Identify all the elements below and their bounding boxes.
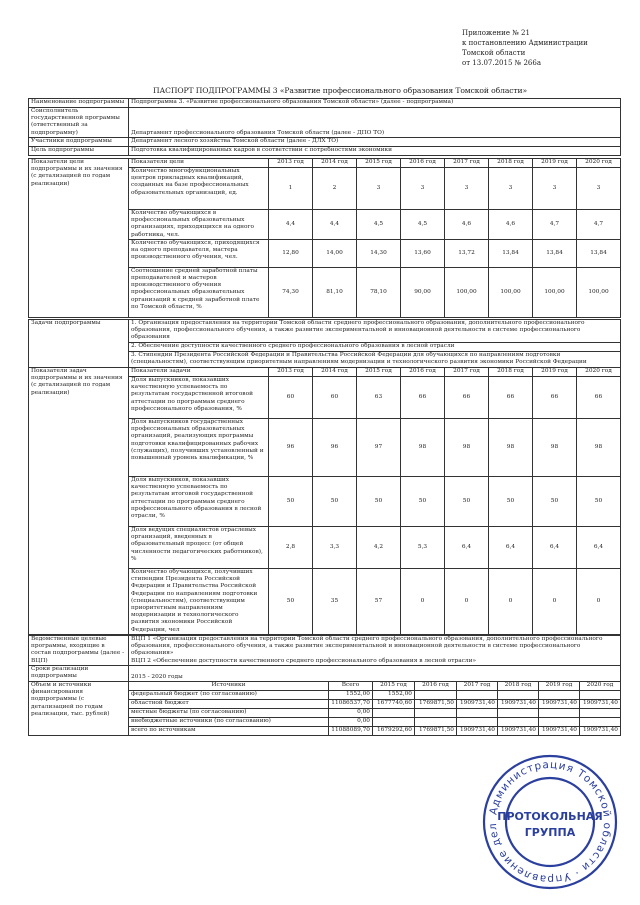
indicator-value: 96 xyxy=(269,419,313,477)
amount xyxy=(539,691,580,700)
year-header: 2016 год xyxy=(401,159,445,168)
indicator-value: 2 xyxy=(313,168,357,210)
indicator-value: 35 xyxy=(313,569,357,635)
amount: 1552,00 xyxy=(329,691,373,700)
indicator-value: 98 xyxy=(401,419,445,477)
amount: 1679292,60 xyxy=(373,727,415,736)
task-indicators-table xyxy=(28,367,621,635)
header-line-2: к постановлению Администрации xyxy=(462,39,588,47)
indicator-value: 5,3 xyxy=(401,527,445,569)
indicator-value: 13,84 xyxy=(533,239,577,267)
indicator-value: 50 xyxy=(357,477,401,527)
amount: 1909731,40 xyxy=(457,727,498,736)
year-header: 2018 год xyxy=(489,368,533,377)
vcp-items xyxy=(129,636,621,666)
amount xyxy=(457,718,498,727)
indicator-name: Доля выпускников государственных профессиональных образовательных организаций, реализующих программы подготовки квалифицированных рабочих (служащих), получивших установленный и повышенный уровень квалификации, % xyxy=(129,419,269,477)
indicator-value: 6,4 xyxy=(445,527,489,569)
year-header: 2013 год xyxy=(269,159,313,168)
amount: 1769871,50 xyxy=(415,700,457,709)
finance-label: Объем и источники финансирования подпрограммы (с детализацией по годам реализации, тыс. рублей) xyxy=(29,682,129,736)
coexec-label: Соисполнитель государственной программы (ответственный за подпрограмму) xyxy=(29,108,129,138)
task-1: 1. Организация предоставления на территории Томской области среднего профессионального образования, дополнительного профессионального образования, профессионального обучения, а также развитие экспериментальной и инновационной деятельности в системе профессионального образования xyxy=(129,320,621,343)
year-header: 2019 год xyxy=(533,159,577,168)
indicator-name: Количество многофункциональных центров прикладных квалификаций, созданных на базе профессиональных образовательных организаций, ед. xyxy=(129,168,269,210)
indicator-name: Соотношение средней заработной платы преподавателей и мастеров производственного обучения профессиональных образовательных организаций к средней заработной плате по Томской области, % xyxy=(129,267,269,317)
indicator-value: 13,84 xyxy=(489,239,533,267)
indicator-value: 50 xyxy=(445,477,489,527)
indicator-value: 3 xyxy=(357,168,401,210)
amount: 1909731,40 xyxy=(498,700,539,709)
amount xyxy=(580,718,621,727)
header-line-4: от 13.07.2015 № 266а xyxy=(462,59,541,67)
amount: 1909731,40 xyxy=(498,727,539,736)
year-header: 2017 год xyxy=(445,159,489,168)
name-label: Наименование подпрограммы xyxy=(29,99,129,108)
indicator-value: 100,00 xyxy=(533,267,577,317)
year-header: 2014 год xyxy=(313,368,357,377)
indicator-value: 98 xyxy=(445,419,489,477)
indicator-value: 98 xyxy=(577,419,621,477)
amount: 1769871,50 xyxy=(415,727,457,736)
indicator-value: 4,6 xyxy=(445,210,489,240)
finance-header: 2016 год xyxy=(415,682,457,691)
amount: 0,00 xyxy=(329,709,373,718)
indicator-value: 14,00 xyxy=(313,239,357,267)
indicator-value: 0 xyxy=(489,569,533,635)
year-header: 2013 год xyxy=(269,368,313,377)
indicator-value: 3 xyxy=(445,168,489,210)
indicator-value: 3 xyxy=(577,168,621,210)
participants-value: Департамент лесного хозяйства Томской области (далее - ДЛХ ТО) xyxy=(129,138,621,147)
goal-indicators-table xyxy=(28,158,621,318)
indicator-value: 57 xyxy=(357,569,401,635)
finance-header: Всего xyxy=(329,682,373,691)
year-header: 2014 год xyxy=(313,159,357,168)
indicator-value: 13,60 xyxy=(401,239,445,267)
goal-indicators-label: Показатели цели подпрограммы и их значения (с детализацией по годам реализации) xyxy=(29,159,129,318)
indicator-value: 98 xyxy=(489,419,533,477)
task-2: 2. Обеспечение доступности качественного среднего профессионального образования в лесной отрасли xyxy=(129,342,621,351)
official-stamp xyxy=(480,752,620,892)
indicator-value: 66 xyxy=(401,377,445,419)
vcp-table xyxy=(28,635,621,682)
indicator-value: 78,10 xyxy=(357,267,401,317)
vcp-2: ВЦП 2 «Обеспечение доступности качественного среднего профессионального образования в лесной отрасли» xyxy=(131,657,477,664)
indicator-value: 4,7 xyxy=(577,210,621,240)
term-value: 2015 - 2020 годы xyxy=(129,665,621,681)
amount xyxy=(373,718,415,727)
amount xyxy=(498,718,539,727)
indicator-value: 50 xyxy=(269,477,313,527)
amount: 1909731,40 xyxy=(539,727,580,736)
amount: 1909731,40 xyxy=(580,700,621,709)
indicator-value: 3 xyxy=(489,168,533,210)
finance-header: 2017 год xyxy=(457,682,498,691)
indicator-value: 4,6 xyxy=(489,210,533,240)
year-header: 2017 год xyxy=(445,368,489,377)
indicator-value: 4,4 xyxy=(269,210,313,240)
indicator-value: 12,80 xyxy=(269,239,313,267)
indicator-value: 4,5 xyxy=(401,210,445,240)
amount xyxy=(539,709,580,718)
amount: 1677740,60 xyxy=(373,700,415,709)
amount xyxy=(580,709,621,718)
indicator-value: 96 xyxy=(313,419,357,477)
passport-table xyxy=(28,98,621,156)
header-line-3: Томской области xyxy=(462,49,526,57)
source-name: областной бюджет xyxy=(129,700,329,709)
finance-header: 2019 год xyxy=(539,682,580,691)
indicator-value: 100,00 xyxy=(489,267,533,317)
indicator-name: Доля выпускников, показавших качественную успеваемость по результатам государственной итоговой аттестации по программам среднего профессионального образования, % xyxy=(129,377,269,419)
amount xyxy=(415,709,457,718)
indicator-value: 50 xyxy=(577,477,621,527)
indicator-value: 50 xyxy=(269,569,313,635)
page-title: ПАСПОРТ ПОДПРОГРАММЫ 3 «Развитие профессионального образования Томской области» xyxy=(152,86,528,95)
amount: 1552,00 xyxy=(373,691,415,700)
indicator-value: 50 xyxy=(489,477,533,527)
stamp-ring-text: Администрация Томской области · Управление дел xyxy=(486,758,614,886)
source-name: федеральный бюджет (по согласованию) xyxy=(129,691,329,700)
indicator-value: 6,4 xyxy=(489,527,533,569)
indicator-value: 66 xyxy=(445,377,489,419)
indicator-value: 6,4 xyxy=(533,527,577,569)
finance-table xyxy=(28,681,621,736)
term-label: Сроки реализации подпрограммы xyxy=(29,665,129,681)
indicator-value: 97 xyxy=(357,419,401,477)
amount xyxy=(415,691,457,700)
amount xyxy=(580,691,621,700)
indicator-value: 0 xyxy=(445,569,489,635)
amount: 11088089,70 xyxy=(329,727,373,736)
amount: 1909731,40 xyxy=(539,700,580,709)
finance-header: 2020 год xyxy=(580,682,621,691)
amount: 1909731,40 xyxy=(457,700,498,709)
tasks-table xyxy=(28,319,621,368)
amount xyxy=(457,709,498,718)
task-indicators-label: Показатели задач подпрограммы и их значения (с детализацией по годам реализации) xyxy=(29,368,129,635)
indicator-value: 81,10 xyxy=(313,267,357,317)
indicator-name: Доля выпускников, показавших качественную успеваемость по результатам итоговой государственной аттестации по программам среднего профессионального образования в лесной отрасли, % xyxy=(129,477,269,527)
indicator-name: Количество обучающихся, получивших стипендии Президента Российской Федерации и Правительства Российской Федерации по направлениям подготовки (специальностям), соответствующим приоритетным направлениям модернизации и технологического развития экономики Российской Федерации, чел xyxy=(129,569,269,635)
indicator-value: 90,00 xyxy=(401,267,445,317)
amount: 1909731,40 xyxy=(580,727,621,736)
source-name: внебюджетные источники (по согласованию) xyxy=(129,718,329,727)
indicator-value: 2,8 xyxy=(269,527,313,569)
source-name: всего по источникам xyxy=(129,727,329,736)
tasks-label: Задачи подпрограммы xyxy=(29,320,129,368)
year-header: 2015 год xyxy=(357,159,401,168)
indicator-value: 74,30 xyxy=(269,267,313,317)
year-header: 2015 год xyxy=(357,368,401,377)
indicator-value: 0 xyxy=(533,569,577,635)
indicator-value: 0 xyxy=(401,569,445,635)
indicator-value: 6,4 xyxy=(577,527,621,569)
vcp-label: Ведомственные целевые программы, входящие в состав подпрограммы (далее - ВЦП) xyxy=(29,636,129,666)
indicator-value: 4,4 xyxy=(313,210,357,240)
name-value: Подпрограмма 3. «Развитие профессионального образования Томской области» (далее - подпрограмма) xyxy=(129,99,621,108)
indicator-value: 50 xyxy=(313,477,357,527)
indicator-value: 3 xyxy=(533,168,577,210)
indicator-value: 14,30 xyxy=(357,239,401,267)
indicator-value: 98 xyxy=(533,419,577,477)
indicator-value: 50 xyxy=(401,477,445,527)
goal-label: Цель подпрограммы xyxy=(29,147,129,156)
indicator-value: 60 xyxy=(269,377,313,419)
indicator-value: 1 xyxy=(269,168,313,210)
stamp-line-1: ПРОТОКОЛЬНАЯ xyxy=(497,810,603,823)
participants-label: Участники подпрограммы xyxy=(29,138,129,147)
indicator-value: 50 xyxy=(533,477,577,527)
indicator-value: 4,5 xyxy=(357,210,401,240)
indicator-value: 60 xyxy=(313,377,357,419)
indicator-name: Доля ведущих специалистов отраслевых организаций, введенных в образовательный процесс (от общей численности педагогических работников), % xyxy=(129,527,269,569)
finance-header: Источники xyxy=(129,682,329,691)
indicator-value: 0 xyxy=(577,569,621,635)
document-header xyxy=(462,28,588,68)
stamp-line-2: ГРУППА xyxy=(524,826,576,839)
indicator-value: 4,2 xyxy=(357,527,401,569)
amount xyxy=(457,691,498,700)
amount: 11086537,70 xyxy=(329,700,373,709)
indicator-value: 66 xyxy=(489,377,533,419)
year-header: 2018 год xyxy=(489,159,533,168)
goal-indicators-header: Показатели цели xyxy=(129,159,269,168)
finance-header: 2018 год xyxy=(498,682,539,691)
task-3: 3. Стипендии Президента Российской Федерации и Правительства Российской Федерации для обучающихся по направлениям подготовки (специальностям), соответствующим приоритетным направлениям модернизации и технологического развития экономики Российской Федерации xyxy=(129,351,621,367)
year-header: 2020 год xyxy=(577,368,621,377)
vcp-1: ВЦП 1 «Организация предоставления на территории Томской области среднего профессионального образования, дополнительного профессионального образования, профессионального обучения, а также развитие экспериментальной и инновационной деятельности в системе профессионального образования» xyxy=(131,636,603,657)
indicator-value: 3 xyxy=(401,168,445,210)
finance-header: 2015 год xyxy=(373,682,415,691)
indicator-value: 13,72 xyxy=(445,239,489,267)
indicator-value: 66 xyxy=(533,377,577,419)
amount: 0,00 xyxy=(329,718,373,727)
task-indicators-header: Показатели задачи xyxy=(129,368,269,377)
indicator-value: 3,3 xyxy=(313,527,357,569)
coexec-value: Департамент профессионального образования Томской области (далее - ДПО ТО) xyxy=(129,108,621,138)
year-header: 2019 год xyxy=(533,368,577,377)
indicator-value: 13,84 xyxy=(577,239,621,267)
indicator-value: 100,00 xyxy=(445,267,489,317)
indicator-value: 4,7 xyxy=(533,210,577,240)
amount xyxy=(498,691,539,700)
amount xyxy=(498,709,539,718)
header-line-1: Приложение № 21 xyxy=(462,29,530,37)
indicator-name: Количество обучающихся, приходящихся на одного преподавателя, мастера производственного обучения, чел. xyxy=(129,239,269,267)
indicator-value: 63 xyxy=(357,377,401,419)
source-name: местные бюджеты (по согласованию) xyxy=(129,709,329,718)
indicator-value: 100,00 xyxy=(577,267,621,317)
goal-value: Подготовка квалифицированных кадров в соответствии с потребностями экономики xyxy=(129,147,621,156)
amount xyxy=(415,718,457,727)
stamp-seal-icon xyxy=(480,752,620,892)
indicator-name: Количество обучающихся в профессиональных образовательных организациях, приходящихся на одного работника, чел. xyxy=(129,210,269,240)
year-header: 2016 год xyxy=(401,368,445,377)
year-header: 2020 год xyxy=(577,159,621,168)
indicator-value: 66 xyxy=(577,377,621,419)
amount xyxy=(539,718,580,727)
amount xyxy=(373,709,415,718)
